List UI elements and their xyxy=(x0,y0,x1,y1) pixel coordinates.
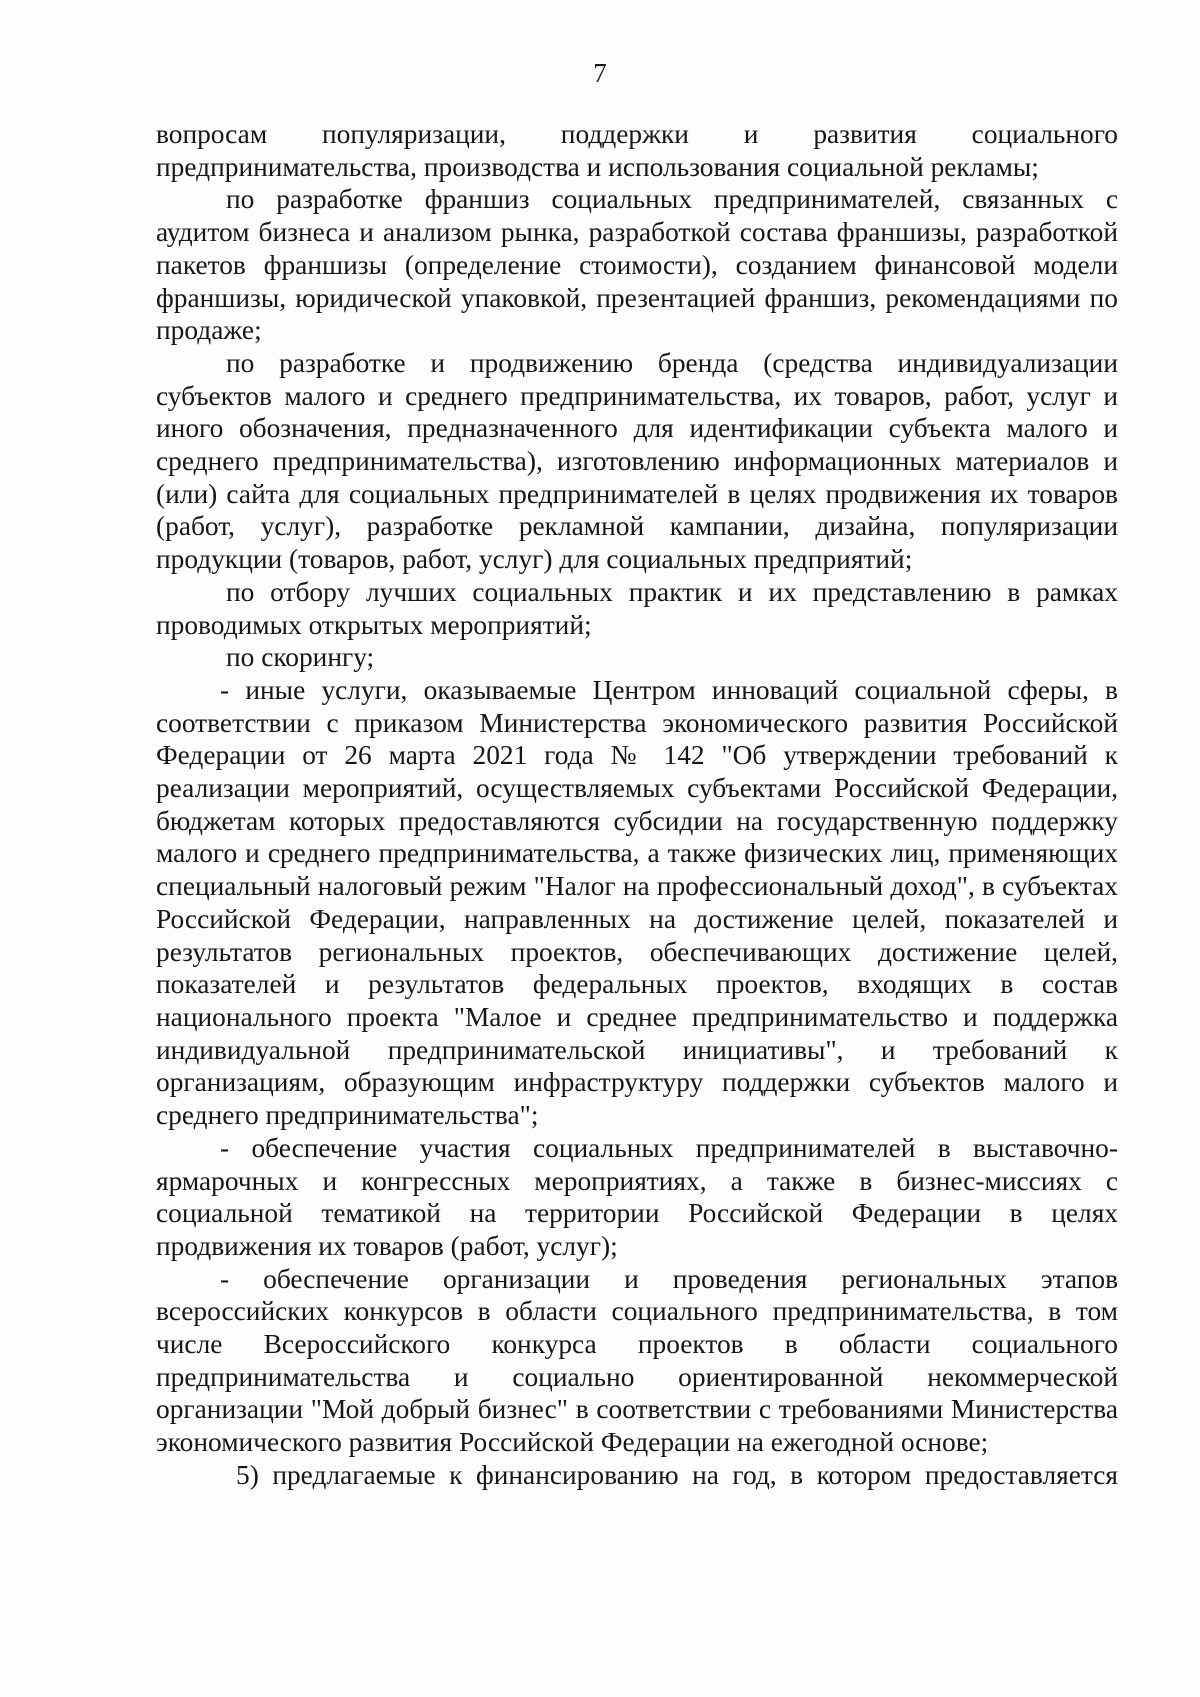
paragraph-exhibitions: - обеспечение участия социальных предпринимателей в выставочно-ярмарочных и конгрессных мероприятиях, а также в бизнес-миссиях с социальной тематикой на территории Российской Федерации в целях продвижения их товаров (работ, услуг); xyxy=(156,1132,1118,1261)
paragraph-social-advertising: вопросам популяризации, поддержки и развития социального предпринимательства, производства и использования социальной рекламы; xyxy=(156,119,1118,182)
paragraph-best-practices: по отбору лучших социальных практик и их представлению в рамках проводимых открытых мероприятий; xyxy=(156,576,1118,640)
paragraph-contests: - обеспечение организации и проведения региональных этапов всероссийских конкурсов в области социального предпринимательства, в том числе Всероссийского конкурса проектов в области социального предпринимательства и социально ориентированной некоммерческой организации "Мой добрый бизнес" в соответствии с требованиями Министерства экономического развития Российской Федерации на ежегодной основе; xyxy=(156,1263,1118,1458)
paragraph-franchises: по разработке франшиз социальных предпринимателей, связанных с аудитом бизнеса и анализом рынка, разработкой состава франшизы, разработкой пакетов франшизы (определение стоимости), созданием финансовой модели франшизы, юридической упаковкой, презентацией франшиз, рекомендациями по продаже; xyxy=(156,184,1118,346)
paragraph-other-services: - иные услуги, оказываемые Центром инноваций социальной сферы, в соответствии с приказом Министерства экономического развития Российской Федерации от 26 марта 2021 года № 142 "Об утверждении требований к реализации мероприятий, осуществляемых субъектами Российской Федерации, бюджетам которых предоставляются субсидии на государственную поддержку малого и среднего предпринимательства, а также физических лиц, применяющих специальный налоговый режим "Налог на профессиональный доход", в субъектах Российской Федерации, направленных на достижение целей, показателей и результатов региональных проектов, обеспечивающих достижение целей, показателей и результатов федеральных проектов, входящих в состав национального проекта "Малое и среднее предпринимательство и поддержка индивидуальной предпринимательской инициативы", и требований к организациям, образующим инфраструктуру поддержки субъектов малого и среднего предпринимательства"; xyxy=(156,674,1118,1131)
paragraph-brand: по разработке и продвижению бренда (средства индивидуализации субъектов малого и среднего предпринимательства, их товаров, работ, услуг и иного обозначения, предназначенного для идентификации субъекта малого и среднего предпринимательства), изготовлению информационных материалов и (или) сайта для социальных предпринимателей в целях продвижения их товаров (работ, услуг), разработке рекламной кампании, дизайна, популяризации продукции (товаров, работ, услуг) для социальных предприятий; xyxy=(156,347,1118,575)
paragraph-scoring: по скорингу; xyxy=(226,642,375,673)
page-number: 7 xyxy=(593,58,607,88)
paragraph-item-5: 5) предлагаемые к финансированию на год, в котором предоставляется xyxy=(236,1459,1118,1490)
document-body xyxy=(156,118,1118,1492)
